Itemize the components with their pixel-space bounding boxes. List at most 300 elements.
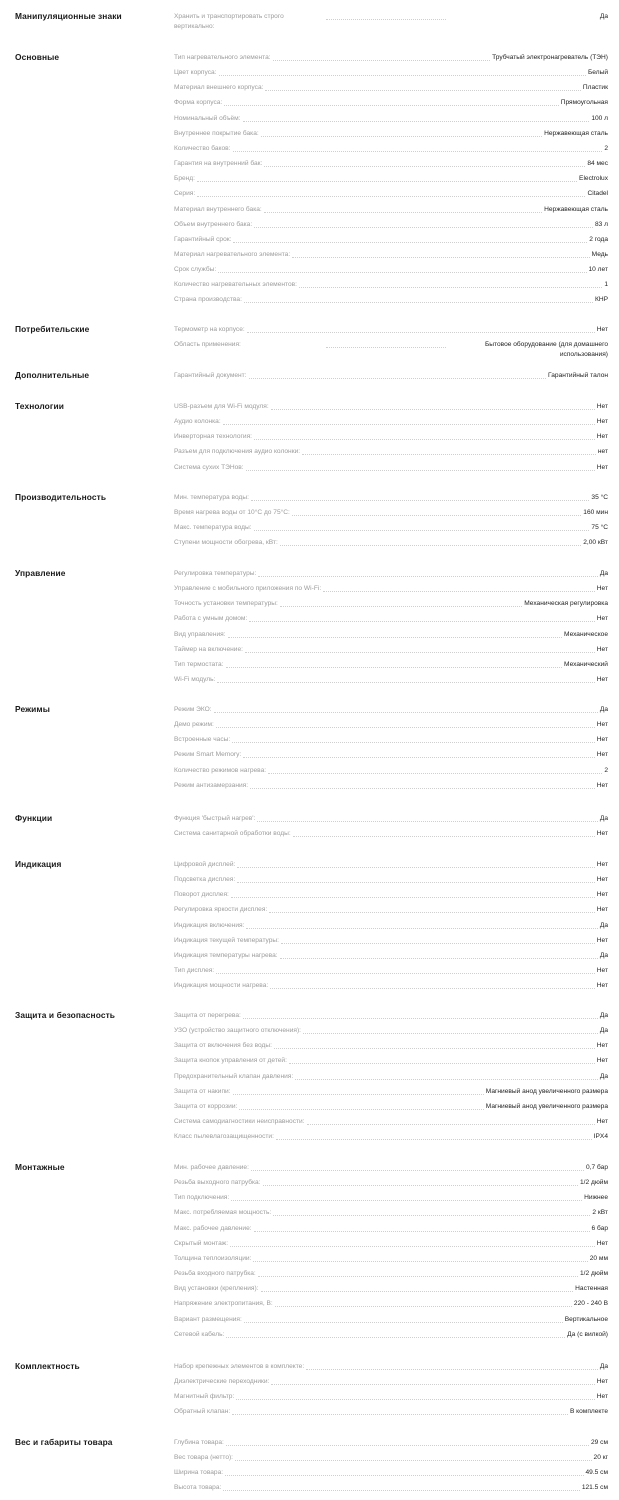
dotted-leader: [225, 1468, 583, 1476]
spec-row: [174, 750, 608, 760]
spec-value: Нижнее: [584, 1194, 608, 1202]
spec-label: Тип подключения:: [174, 1194, 230, 1202]
spec-value: 75 °C: [591, 524, 608, 532]
spec-label: Индикация включения:: [174, 921, 245, 929]
dotted-leader: [233, 235, 587, 243]
spec-value: Electrolux: [579, 175, 608, 183]
spec-value: 20 кг: [593, 1454, 608, 1462]
spec-label: Область применения:: [174, 341, 241, 349]
spec-label: Внутреннее покрытие бака:: [174, 129, 259, 137]
dotted-leader: [237, 860, 594, 868]
spec-value: Нет: [596, 433, 608, 441]
spec-row: [174, 83, 608, 93]
section-title: Защита и безопасность: [15, 1010, 116, 1020]
spec-label: Серия:: [174, 190, 196, 198]
dotted-leader: [231, 1193, 582, 1201]
dotted-leader: [306, 1362, 598, 1370]
dotted-leader: [264, 205, 542, 213]
spec-row: [174, 265, 608, 275]
dotted-leader: [233, 144, 603, 152]
spec-value: Пластик: [582, 84, 608, 92]
spec-value: 1/2 дюйм: [579, 1179, 608, 1187]
spec-value: Нет: [596, 615, 608, 623]
spec-value: Нет: [596, 403, 608, 410]
dotted-leader: [280, 599, 522, 607]
dotted-leader: [270, 981, 595, 989]
section-title: Производительность: [15, 492, 107, 502]
spec-label: Защита от включения без воды:: [174, 1042, 272, 1050]
spec-label: Регулировка температуры:: [174, 570, 257, 577]
dotted-leader: [228, 630, 562, 638]
spec-row: [174, 508, 608, 518]
section-title: Управление: [15, 568, 66, 578]
spec-label: Страна производства:: [174, 296, 242, 304]
spec-row: [174, 584, 608, 594]
spec-row: [174, 1299, 608, 1309]
spec-label: Глубина товара:: [174, 1439, 224, 1446]
spec-label: Диэлектрические переходники:: [174, 1378, 270, 1386]
spec-label: Гарантийный срок:: [174, 235, 232, 243]
dotted-leader: [245, 645, 595, 653]
spec-value: Магниевый анод увеличенного размера: [485, 1087, 608, 1095]
section-title: Режимы: [15, 704, 50, 714]
spec-label: Индикация текущей температуры:: [174, 936, 280, 944]
dotted-leader: [197, 174, 577, 182]
spec-value: Нет: [596, 751, 608, 759]
spec-row: [174, 114, 608, 124]
dotted-leader: [254, 432, 595, 440]
spec-row: [174, 538, 608, 548]
spec-value: Нержавеющая сталь: [544, 129, 608, 137]
spec-value: 2: [604, 144, 608, 152]
spec-row: [174, 981, 608, 991]
spec-label: Макс. температура воды:: [174, 524, 252, 532]
spec-value: 2: [604, 766, 608, 774]
dotted-leader: [235, 1453, 592, 1461]
spec-label: УЗО (устройство защитного отключения):: [174, 1027, 301, 1035]
dotted-leader: [244, 1315, 563, 1323]
spec-label: Защита от накипи:: [174, 1087, 231, 1095]
spec-value: Да (с вилкой): [567, 1330, 608, 1338]
spec-value: 20 мм: [589, 1254, 608, 1262]
spec-value: Нет: [596, 1042, 608, 1050]
spec-label: Время нагрева воды от 10°C до 75°C:: [174, 509, 290, 517]
spec-value: Механический: [564, 660, 608, 668]
section-title: Функции: [15, 813, 53, 823]
spec-row: [174, 493, 608, 503]
dotted-leader: [295, 1072, 598, 1080]
spec-label: Встроенные часы:: [174, 736, 231, 744]
section-title: Вес и габариты товара: [15, 1437, 113, 1447]
section-title: Технологии: [15, 401, 64, 411]
spec-value: Нержавеющая сталь: [544, 205, 608, 213]
dotted-leader: [224, 98, 558, 106]
dotted-leader: [197, 189, 585, 197]
spec-label: Регулировка яркости дисплея:: [174, 906, 268, 914]
dotted-leader: [273, 53, 491, 61]
spec-label: Ступени мощности обогрева, кВт:: [174, 539, 278, 547]
dotted-leader: [292, 508, 581, 516]
spec-value: Нет: [596, 967, 608, 975]
spec-label: Класс пылевлагозащищенности:: [174, 1133, 274, 1141]
dotted-leader: [323, 584, 595, 592]
spec-value: Нет: [596, 736, 608, 744]
spec-row: [174, 205, 608, 215]
spec-label: Резьба выходного патрубка:: [174, 1179, 261, 1187]
spec-label: Аудио колонка:: [174, 418, 221, 426]
spec-row: [174, 599, 608, 609]
spec-value: Нет: [596, 326, 608, 333]
dotted-leader: [239, 1102, 483, 1110]
spec-row: [174, 1011, 608, 1021]
spec-label: Тип термостата:: [174, 660, 224, 668]
dotted-leader: [218, 265, 586, 273]
spec-label: Цифровой дисплей:: [174, 861, 236, 868]
dotted-leader: [243, 1011, 598, 1019]
dotted-leader: [254, 220, 593, 228]
spec-row: [174, 1468, 608, 1478]
spec-label: Точность установки температуры:: [174, 600, 278, 608]
dotted-leader: [261, 1284, 574, 1292]
dotted-leader: [258, 1269, 578, 1277]
spec-label: Гарантийный документ:: [174, 372, 247, 379]
spec-row: [174, 875, 608, 885]
spec-label: Подсветка дисплея:: [174, 876, 236, 884]
spec-value: IPX4: [593, 1133, 608, 1141]
dotted-leader: [243, 114, 590, 122]
spec-value: 2 кВт: [592, 1209, 608, 1217]
spec-label: Мин. температура воды:: [174, 494, 249, 501]
spec-label: Номинальный объём:: [174, 114, 241, 122]
dotted-leader: [216, 720, 595, 728]
spec-row: [174, 1072, 608, 1082]
spec-value: Нет: [596, 861, 608, 868]
spec-value: Нет: [596, 830, 608, 838]
spec-value: Нет: [596, 721, 608, 729]
spec-row: [174, 144, 608, 154]
spec-row: [174, 1102, 608, 1112]
spec-label: Хранить и транспортировать строго вертикально:: [174, 13, 284, 30]
section-title: Манипуляционные знаки: [15, 11, 122, 21]
spec-row: [174, 1087, 608, 1097]
spec-label: Вид управления:: [174, 630, 226, 638]
spec-label: Индикация мощности нагрева:: [174, 982, 269, 990]
spec-row: [174, 966, 608, 976]
spec-label: Тип дисплея:: [174, 967, 215, 975]
spec-label: Вид установки (крепления):: [174, 1285, 259, 1293]
dotted-leader: [276, 1132, 592, 1140]
dotted-leader: [223, 1483, 579, 1491]
dotted-leader: [299, 280, 602, 288]
spec-label: Предохранительный клапан давления:: [174, 1072, 294, 1080]
spec-value: 83 л: [594, 220, 608, 228]
spec-label: Термометр на корпусе:: [174, 326, 245, 333]
spec-row: [174, 766, 608, 776]
spec-row: [174, 1315, 608, 1325]
spec-value: Да: [599, 1072, 608, 1080]
spec-value: Нет: [596, 418, 608, 426]
spec-label: Система сухих ТЭНов:: [174, 463, 244, 471]
spec-value: Да: [599, 815, 608, 822]
spec-value: 160 мин: [583, 509, 608, 517]
spec-label: Управление с мобильного приложения по Wi-Fi:: [174, 585, 322, 593]
spec-value: 1/2 дюйм: [579, 1270, 608, 1278]
spec-row: [174, 936, 608, 946]
dotted-leader: [280, 951, 598, 959]
dotted-leader: [247, 325, 595, 333]
dotted-leader: [303, 1026, 598, 1034]
spec-value: 2 года: [589, 235, 608, 243]
spec-label: Поворот дисплея:: [174, 891, 229, 899]
spec-value: Медь: [591, 250, 608, 258]
spec-label: Цвет корпуса:: [174, 69, 217, 77]
spec-value: Да: [599, 13, 608, 20]
spec-row: [174, 1284, 608, 1294]
spec-value: 0,7 бар: [586, 1164, 608, 1171]
dotted-leader: [246, 463, 595, 471]
dotted-leader: [236, 1392, 594, 1400]
spec-label: Набор крепежных элементов в комплекте:: [174, 1363, 305, 1370]
spec-row: [174, 720, 608, 730]
spec-label: Сетевой кабель:: [174, 1330, 225, 1338]
spec-label: Разъем для подключения аудио колонки:: [174, 448, 301, 456]
dotted-leader: [261, 129, 542, 137]
dotted-leader: [237, 875, 595, 883]
spec-value: Нет: [596, 906, 608, 914]
dotted-leader: [280, 538, 581, 546]
spec-value: Нет: [596, 645, 608, 653]
dotted-leader: [326, 12, 446, 20]
spec-row: [174, 340, 608, 360]
spec-row: [174, 1483, 608, 1493]
dotted-leader: [217, 675, 594, 683]
spec-row: [174, 1269, 608, 1279]
dotted-leader: [289, 1056, 595, 1064]
spec-row: [174, 735, 608, 745]
dotted-leader: [249, 371, 547, 379]
spec-label: Скрытый монтаж:: [174, 1239, 229, 1247]
spec-label: Обратный клапан:: [174, 1408, 231, 1416]
spec-row: [174, 645, 608, 655]
spec-row: [174, 417, 608, 427]
spec-label: Функция 'быстрый нагрев':: [174, 815, 256, 822]
spec-label: Таймер на включение:: [174, 645, 243, 653]
section-title: Дополнительные: [15, 370, 90, 380]
spec-value: Нет: [596, 676, 608, 684]
spec-row: [174, 890, 608, 900]
spec-value: Citadel: [587, 190, 608, 198]
dotted-leader: [265, 83, 580, 91]
dotted-leader: [223, 417, 595, 425]
section-title: Основные: [15, 52, 60, 62]
spec-value: 35 °C: [591, 494, 608, 501]
spec-row: [174, 98, 608, 108]
spec-row: [174, 951, 608, 961]
spec-label: Тип нагревательного элемента:: [174, 54, 271, 61]
dotted-leader: [257, 814, 598, 822]
spec-row: [174, 235, 608, 245]
spec-row: [174, 1026, 608, 1036]
spec-value: 121.5 см: [581, 1484, 608, 1492]
spec-value: Да: [599, 921, 608, 929]
spec-row: [174, 814, 608, 824]
section-title: Индикация: [15, 859, 62, 869]
spec-label: Вес товара (нетто):: [174, 1454, 234, 1462]
spec-row: [174, 447, 608, 457]
section-title: Монтажные: [15, 1162, 65, 1172]
spec-label: Индикация температуры нагрева:: [174, 951, 278, 959]
spec-row: [174, 1407, 608, 1417]
spec-label: Резьба входного патрубка:: [174, 1270, 256, 1278]
dotted-leader: [271, 1377, 594, 1385]
spec-label: Wi-Fi модуль:: [174, 676, 216, 684]
spec-label: Напряжение электропитания, В:: [174, 1300, 273, 1308]
dotted-leader: [244, 295, 593, 303]
spec-value: 100 л: [591, 114, 608, 122]
spec-label: Ширина товара:: [174, 1469, 224, 1477]
spec-value: Нет: [596, 781, 608, 789]
spec-value: Нет: [596, 1057, 608, 1065]
spec-row: [174, 371, 608, 381]
spec-label: Форма корпуса:: [174, 99, 223, 107]
spec-value: Гарантийный талон: [548, 372, 608, 379]
spec-row: [174, 1132, 608, 1142]
spec-label: Инверторная технология:: [174, 433, 252, 441]
section-title: Комплектность: [15, 1361, 80, 1371]
dotted-leader: [251, 493, 590, 501]
spec-label: Бренд:: [174, 175, 195, 183]
spec-value: 2,00 кВт: [583, 539, 608, 547]
dotted-leader: [264, 159, 585, 167]
dotted-leader: [243, 750, 595, 758]
spec-row: [174, 463, 608, 473]
spec-value: Настенная: [575, 1285, 608, 1293]
spec-row: [174, 12, 608, 32]
spec-row: [174, 921, 608, 931]
dotted-leader: [302, 447, 596, 455]
spec-row: [174, 159, 608, 169]
spec-label: Система санитарной обработки воды:: [174, 830, 291, 838]
dotted-leader: [269, 905, 595, 913]
spec-label: Режим Smart Memory:: [174, 751, 242, 759]
spec-label: Количество баков:: [174, 144, 231, 152]
spec-row: [174, 1056, 608, 1066]
spec-row: [174, 829, 608, 839]
spec-label: Высота товара:: [174, 1484, 222, 1492]
spec-row: [174, 675, 608, 685]
spec-row: [174, 189, 608, 199]
spec-value: 10 лет: [588, 266, 608, 274]
spec-row: [174, 325, 608, 335]
spec-label: Объем внутреннего бака:: [174, 220, 253, 228]
dotted-leader: [249, 614, 594, 622]
dotted-leader: [231, 890, 595, 898]
spec-label: Магнитный фильтр:: [174, 1393, 235, 1401]
spec-row: [174, 402, 608, 412]
spec-row: [174, 1239, 608, 1249]
spec-value: Да: [599, 706, 608, 713]
spec-label: Материал внутреннего бака:: [174, 205, 262, 213]
spec-row: [174, 1041, 608, 1051]
spec-label: Материал внешнего корпуса:: [174, 84, 264, 92]
spec-row: [174, 174, 608, 184]
spec-label: Режим ЭКО:: [174, 706, 212, 713]
spec-value: Нет: [596, 982, 608, 990]
spec-label: Система самодиагностики неисправности:: [174, 1118, 305, 1126]
spec-value: Бытовое оборудование (для домашнего использования): [484, 341, 608, 359]
spec-row: [174, 1254, 608, 1264]
dotted-leader: [226, 1438, 589, 1446]
spec-row: [174, 781, 608, 791]
spec-value: Нет: [596, 1118, 608, 1126]
dotted-leader: [214, 705, 598, 713]
spec-label: Толщина теплоизоляции:: [174, 1254, 252, 1262]
spec-row: [174, 220, 608, 230]
dotted-leader: [233, 1087, 484, 1095]
spec-row: [174, 1208, 608, 1218]
spec-value: Вертикальное: [564, 1315, 608, 1323]
dotted-leader: [250, 781, 595, 789]
spec-value: 49.5 см: [585, 1469, 608, 1477]
spec-value: Нет: [596, 891, 608, 899]
dotted-leader: [219, 68, 586, 76]
spec-value: Нет: [596, 1393, 608, 1401]
spec-value: Да: [599, 1027, 608, 1035]
spec-row: [174, 569, 608, 579]
spec-value: Да: [599, 1012, 608, 1019]
spec-label: Режим антизамерзания:: [174, 781, 249, 789]
dotted-leader: [326, 340, 446, 348]
spec-label: Макс. рабочее давление:: [174, 1224, 252, 1232]
spec-label: Гарантия на внутренний бак:: [174, 160, 263, 168]
spec-row: [174, 1377, 608, 1387]
dotted-leader: [275, 1299, 572, 1307]
spec-row: [174, 280, 608, 290]
dotted-leader: [281, 936, 595, 944]
dotted-leader: [226, 1330, 565, 1338]
spec-label: USB-разъем для Wi-Fi модуля:: [174, 403, 269, 410]
spec-label: Вариант размещения:: [174, 1315, 242, 1323]
spec-row: [174, 860, 608, 870]
spec-row: [174, 432, 608, 442]
spec-row: [174, 1438, 608, 1448]
spec-value: 6 бар: [591, 1224, 608, 1232]
spec-row: [174, 129, 608, 139]
spec-row: [174, 1392, 608, 1402]
spec-value: 1: [604, 281, 608, 289]
spec-row: [174, 1117, 608, 1127]
spec-label: Срок службы:: [174, 266, 217, 274]
spec-row: [174, 68, 608, 78]
spec-value: Нет: [596, 1378, 608, 1386]
dotted-leader: [293, 829, 595, 837]
spec-value: КНР: [594, 296, 608, 304]
spec-value: 29 см: [591, 1439, 608, 1446]
spec-value: Трубчатый электронагреватель (ТЭН): [492, 54, 608, 61]
spec-row: [174, 1178, 608, 1188]
section-title: Потребительские: [15, 324, 90, 334]
spec-row: [174, 295, 608, 305]
spec-value: Механическое: [564, 630, 608, 638]
spec-value: Белый: [587, 69, 608, 77]
dotted-leader: [274, 1041, 595, 1049]
spec-value: Да: [599, 570, 608, 577]
spec-label: Материал нагревательного элемента:: [174, 250, 291, 258]
dotted-leader: [292, 250, 589, 258]
spec-row: [174, 53, 608, 63]
dotted-leader: [253, 1254, 587, 1262]
dotted-leader: [251, 1163, 584, 1171]
